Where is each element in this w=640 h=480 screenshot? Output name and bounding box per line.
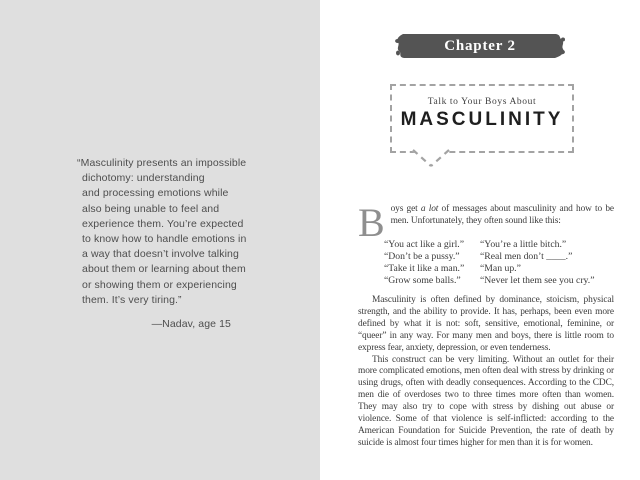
speech-tail-icon xyxy=(410,149,452,173)
intro-text-start: oys get xyxy=(390,204,421,214)
chapter-title: MASCULINITY xyxy=(400,109,564,130)
quote-item: “You act like a girl.” xyxy=(384,239,464,250)
pull-quote-line: or showing them or experiencing xyxy=(82,278,237,291)
pull-quote-line: “Masculinity presents an impossible xyxy=(77,157,247,169)
chapter-title-box xyxy=(390,84,574,153)
quote-item: “Real men don’t ____.” xyxy=(480,251,573,262)
title-kicker: Talk to Your Boys About xyxy=(427,97,537,107)
pull-quote-attribution: —Nadav, age 15 xyxy=(151,318,231,331)
quote-item: “You’re a little bitch.” xyxy=(480,239,567,250)
intro-text-italic: a lot xyxy=(420,204,439,214)
intro-text-end: of messages about masculinity and how to be men. Unfortunately, they often sound like this: xyxy=(390,204,614,226)
quote-item: “Grow some balls.” xyxy=(384,275,461,286)
body-paragraph: Masculinity is often defined by dominance, stoicism, physical strength, and the ability to provide. It has, perhaps, been even more defined by what it is not: soft, sensitive, emotional, feminine, or “queer” in any way. For many men and boys, there is little room to express fear, anxiety, depression, or even tenderness. xyxy=(358,295,614,353)
quote-item: “Take it like a man.” xyxy=(384,263,465,274)
pull-quote-line: and processing emotions while xyxy=(82,187,229,200)
body-text xyxy=(358,200,614,450)
pull-quote-line: also being unable to feel and xyxy=(82,202,220,215)
quote-item: “Don’t be a pussy.” xyxy=(384,251,460,262)
quote-item: “Man up.” xyxy=(480,263,521,274)
quote-item: “Never let them see you cry.” xyxy=(480,275,595,286)
chapter-banner-container xyxy=(320,32,640,60)
pull-quote-line: a way that doesn’t involve talking xyxy=(82,248,239,261)
pull-quote xyxy=(77,156,263,332)
chapter-banner xyxy=(394,32,566,60)
street-quotes-left-column xyxy=(384,239,480,287)
pull-quote-line: them. It’s very tiring.” xyxy=(82,293,182,306)
pull-quote-line: to know how to handle emotions in xyxy=(82,233,247,246)
pull-quote-line: about them or learning about them xyxy=(82,263,246,276)
pull-quote-line: dichotomy: understanding xyxy=(82,172,205,185)
street-quotes xyxy=(384,239,614,287)
right-page xyxy=(320,0,640,480)
drop-cap: B xyxy=(358,200,385,245)
body-paragraph: This construct can be very limiting. Without an outlet for their more complicated emotions, men often deal with stress by drinking or using drugs, often with deadly consequences. According to the CDC, men die of overdoses two to three times more often than women. They may also try to cope with stress by dishing out abuse or violence. Some of that violence is self-inflicted: according to the American Foundation for Suicide Prevention, the rate of death by suicide is almost four times higher for men than it is for women. xyxy=(358,354,614,448)
chapter-banner-label: Chapter 2 xyxy=(444,37,516,54)
street-quotes-right-column xyxy=(480,239,614,287)
pull-quote-line: experience them. You’re expected xyxy=(82,217,244,230)
